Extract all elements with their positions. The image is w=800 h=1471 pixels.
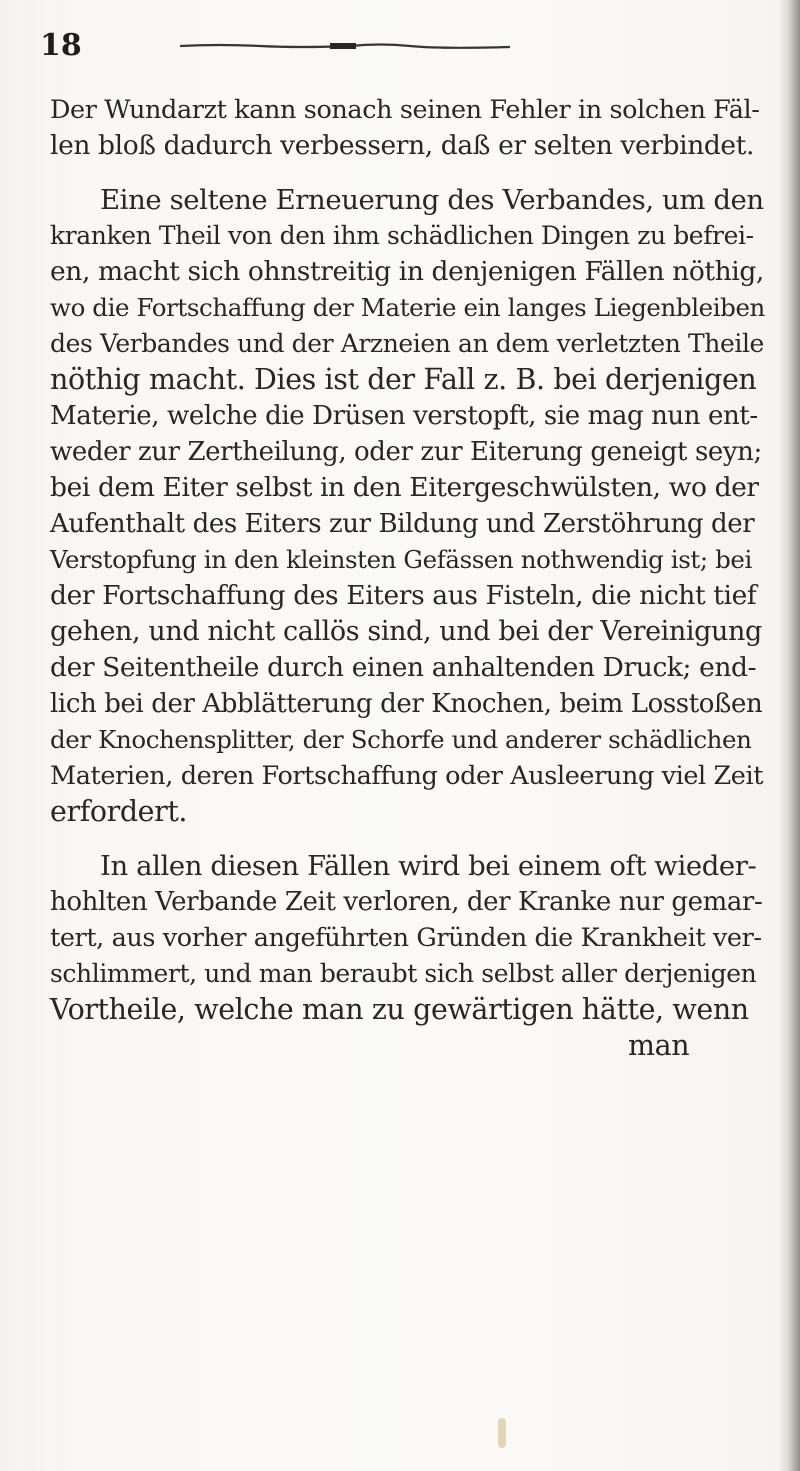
text-line: Verstopfung in den kleinsten Gefässen nothwendig ist; bei — [50, 545, 752, 574]
text-line: der Knochensplitter, der Schorfe und anderer schädlichen — [50, 725, 752, 754]
text-line: Materien, deren Fortschaffung oder Ausleerung viel Zeit — [50, 761, 764, 791]
text-line: schlimmert, und man beraubt sich selbst aller derjenigen — [50, 959, 757, 988]
text-line: des Verbandes und der Arzneien an dem verletzten Theile — [50, 329, 764, 358]
text-line: der Fortschaffung des Eiters aus Fisteln, die nicht tief — [50, 580, 757, 611]
text-line: bei dem Eiter selbst in den Eitergeschwülsten, wo der — [50, 472, 759, 503]
text-line: len bloß dadurch verbessern, daß er selten verbindet. — [50, 130, 754, 161]
page-number: 18 — [40, 28, 82, 63]
page-binding-shadow — [778, 0, 800, 1471]
text-line: gehen, und nicht callös sind, und bei der Vereinigung — [50, 616, 762, 647]
body-text — [50, 92, 765, 1064]
text-line-paragraph-start: In allen diesen Fällen wird bei einem oft wieder- — [100, 850, 757, 882]
text-line: lich bei der Abblätterung der Knochen, beim Losstoßen — [50, 689, 763, 719]
text-line: Aufenthalt des Eiters zur Bildung und Zerstöhrung der — [50, 509, 755, 539]
text-line: hohlten Verbande Zeit verloren, der Kranke nur gemar- — [50, 887, 763, 917]
text-line: weder zur Zertheilung, oder zur Eiterung geneigt seyn; — [50, 437, 762, 467]
text-line: Vortheile, welche man zu gewärtigen hätte, wenn — [50, 993, 749, 1026]
paper-stain — [498, 1418, 506, 1448]
text-line: kranken Theil von den ihm schädlichen Dingen zu befrei- — [50, 221, 754, 250]
text-line: Der Wundarzt kann sonach seinen Fehler in solchen Fäl- — [50, 95, 760, 125]
text-line: tert, aus vorher angeführten Gründen die Krankheit ver- — [50, 923, 762, 953]
text-line: nöthig macht. Dies ist der Fall z. B. bei derjenigen — [50, 363, 757, 396]
text-line: der Seitentheile durch einen anhaltenden Druck; end- — [50, 652, 757, 683]
catchword: man — [628, 1029, 690, 1062]
text-line: Materie, welche die Drüsen verstopft, sie mag nun ent- — [50, 401, 758, 431]
text-line: en, macht sich ohnstreitig in denjenigen Fällen nöthig, — [50, 256, 764, 287]
text-line: wo die Fortschaffung der Materie ein langes Liegenbleiben — [50, 293, 765, 322]
text-line: erfordert. — [50, 795, 188, 828]
header-ornament-rule — [180, 42, 510, 50]
text-line-paragraph-start: Eine seltene Erneuerung des Verbandes, um den — [100, 184, 764, 216]
